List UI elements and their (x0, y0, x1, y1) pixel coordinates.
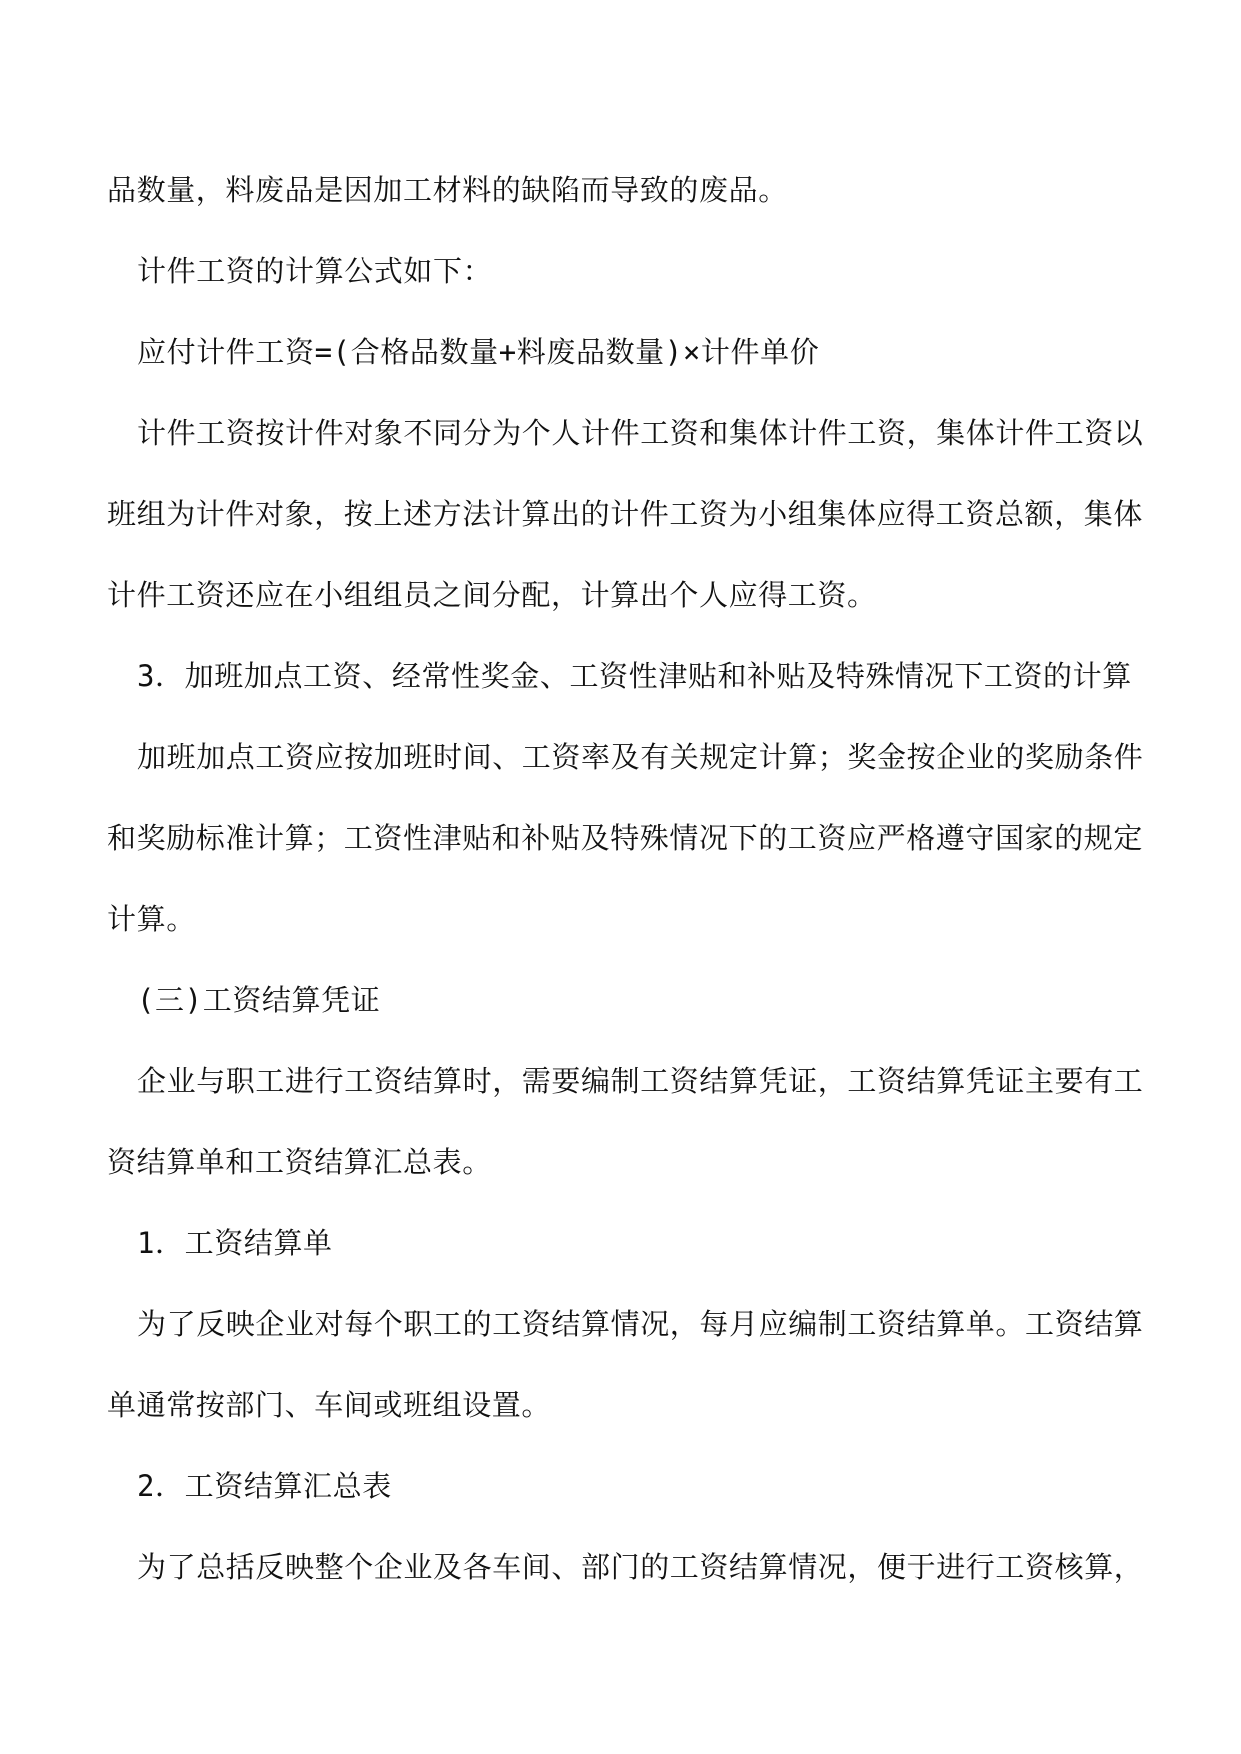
text-line: 资结算单和工资结算汇总表。 (107, 1145, 492, 1179)
text-line: 计件工资还应在小组组员之间分配，计算出个人应得工资。 (107, 578, 877, 612)
text-line: 计件工资按计件对象不同分为个人计件工资和集体计件工资，集体计件工资以 (137, 416, 1144, 450)
section-heading: 3．加班加点工资、经常性奖金、工资性津贴和补贴及特殊情况下工资的计算 (137, 659, 1132, 693)
section-heading: 2．工资结算汇总表 (137, 1469, 392, 1503)
formula-line: 应付计件工资=(合格品数量+料废品数量)×计件单价 (137, 335, 820, 369)
text-line: 为了总括反映整个企业及各车间、部门的工资结算情况，便于进行工资核算， (137, 1550, 1144, 1584)
text-line: 加班加点工资应按加班时间、工资率及有关规定计算；奖金按企业的奖励条件 (137, 740, 1144, 774)
text-line: 计件工资的计算公式如下： (137, 254, 493, 288)
text-line: 品数量，料废品是因加工材料的缺陷而导致的废品。 (107, 173, 788, 207)
text-line: 班组为计件对象，按上述方法计算出的计件工资为小组集体应得工资总额，集体 (107, 497, 1144, 531)
text-line: 和奖励标准计算；工资性津贴和补贴及特殊情况下的工资应严格遵守国家的规定 (107, 821, 1144, 855)
text-line: 为了反映企业对每个职工的工资结算情况，每月应编制工资结算单。工资结算 (137, 1307, 1144, 1341)
section-heading: (三)工资结算凭证 (137, 983, 381, 1017)
section-heading: 1．工资结算单 (137, 1226, 333, 1260)
text-line: 计算。 (107, 902, 196, 936)
text-line: 单通常按部门、车间或班组设置。 (107, 1388, 552, 1422)
text-line: 企业与职工进行工资结算时，需要编制工资结算凭证，工资结算凭证主要有工 (137, 1064, 1144, 1098)
